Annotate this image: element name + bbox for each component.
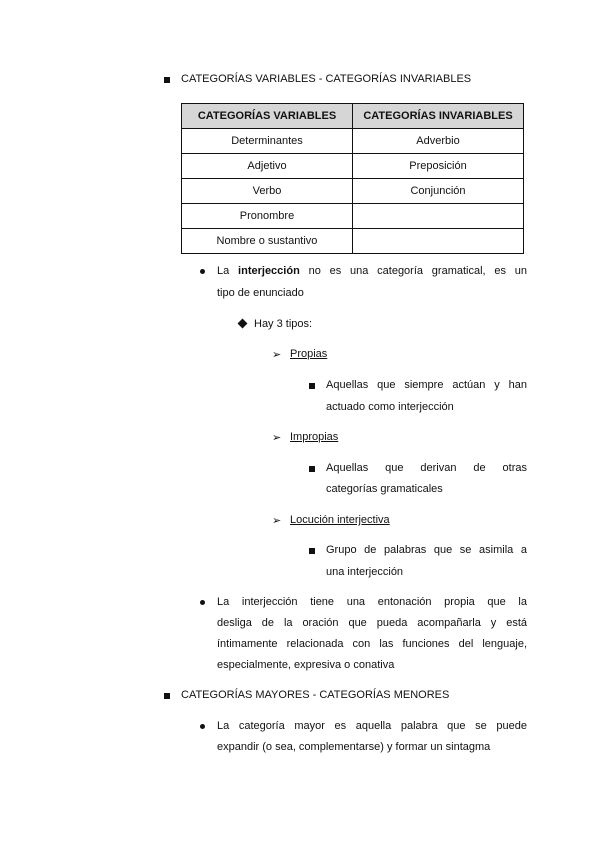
- type-name: Impropias: [290, 431, 339, 443]
- bullet-rest: no es una categoría gramatical, es un: [308, 265, 528, 277]
- square-bullet-icon: [164, 77, 170, 83]
- type-name: Locución interjectiva: [290, 514, 390, 526]
- table-row: [182, 179, 524, 204]
- table-cell: Adjetivo: [182, 154, 353, 179]
- bullet-prefix: La: [217, 265, 230, 277]
- table-header-cell: CATEGORÍAS VARIABLES: [182, 104, 353, 129]
- table-cell: [353, 204, 524, 229]
- table-row: [182, 204, 524, 229]
- table-row: [182, 129, 524, 154]
- paragraph-line: íntimamente relacionada con las funciones del lenguaje,: [217, 638, 527, 650]
- type-desc-line2: una interjección: [326, 566, 404, 578]
- paragraph-line: La interjección tiene una entonación propia que la: [217, 596, 527, 608]
- bold-term: interjección: [238, 265, 300, 277]
- round-bullet-icon: [200, 724, 205, 729]
- square-bullet-icon: [309, 548, 315, 554]
- types-intro: Hay 3 tipos:: [254, 318, 313, 330]
- categories-table: [181, 103, 524, 254]
- type-name: Propias: [290, 348, 328, 360]
- table-cell: Adverbio: [353, 129, 524, 154]
- arrow-bullet-icon: ➢: [272, 432, 282, 444]
- arrow-bullet-icon: ➢: [272, 515, 282, 527]
- type-desc-line1: Grupo de palabras que se asimila a: [326, 544, 527, 556]
- table-cell: Conjunción: [353, 179, 524, 204]
- bullet-interjeccion-line2: tipo de enunciado: [217, 287, 304, 299]
- type-desc-line1: Aquellas que siempre actúan y han: [326, 379, 527, 391]
- diamond-bullet-icon: [238, 319, 248, 329]
- section-title-mayores: CATEGORÍAS MAYORES - CATEGORÍAS MENORES: [181, 689, 450, 701]
- paragraph-line: La categoría mayor es aquella palabra que se puede: [217, 720, 527, 732]
- table-header-row: [182, 104, 524, 129]
- section-title-variables: CATEGORÍAS VARIABLES - CATEGORÍAS INVARIABLES: [181, 73, 472, 85]
- paragraph-line: especialmente, expresiva o conativa: [217, 659, 395, 671]
- table-cell: [353, 229, 524, 254]
- table-row: [182, 229, 524, 254]
- table-cell: Pronombre: [182, 204, 353, 229]
- round-bullet-icon: [200, 600, 205, 605]
- round-bullet-icon: [200, 269, 205, 274]
- table-cell: Nombre o sustantivo: [182, 229, 353, 254]
- paragraph-line: expandir (o sea, complementarse) y formar un sintagma: [217, 741, 491, 753]
- table-row: [182, 154, 524, 179]
- table-cell: Verbo: [182, 179, 353, 204]
- type-desc-line2: actuado como interjección: [326, 401, 454, 413]
- table-cell: Determinantes: [182, 129, 353, 154]
- square-bullet-icon: [309, 466, 315, 472]
- arrow-bullet-icon: ➢: [272, 349, 282, 361]
- square-bullet-icon: [309, 383, 315, 389]
- paragraph-line: desliga de la oración que pueda acompañarla y está: [217, 617, 527, 629]
- table-header-cell: CATEGORÍAS INVARIABLES: [353, 104, 524, 129]
- type-desc-line2: categorías gramaticales: [326, 483, 443, 495]
- table-cell: Preposición: [353, 154, 524, 179]
- square-bullet-icon: [164, 693, 170, 699]
- bullet-interjeccion-line1: [217, 261, 527, 282]
- type-desc-line1: Aquellas que derivan de otras: [326, 462, 527, 474]
